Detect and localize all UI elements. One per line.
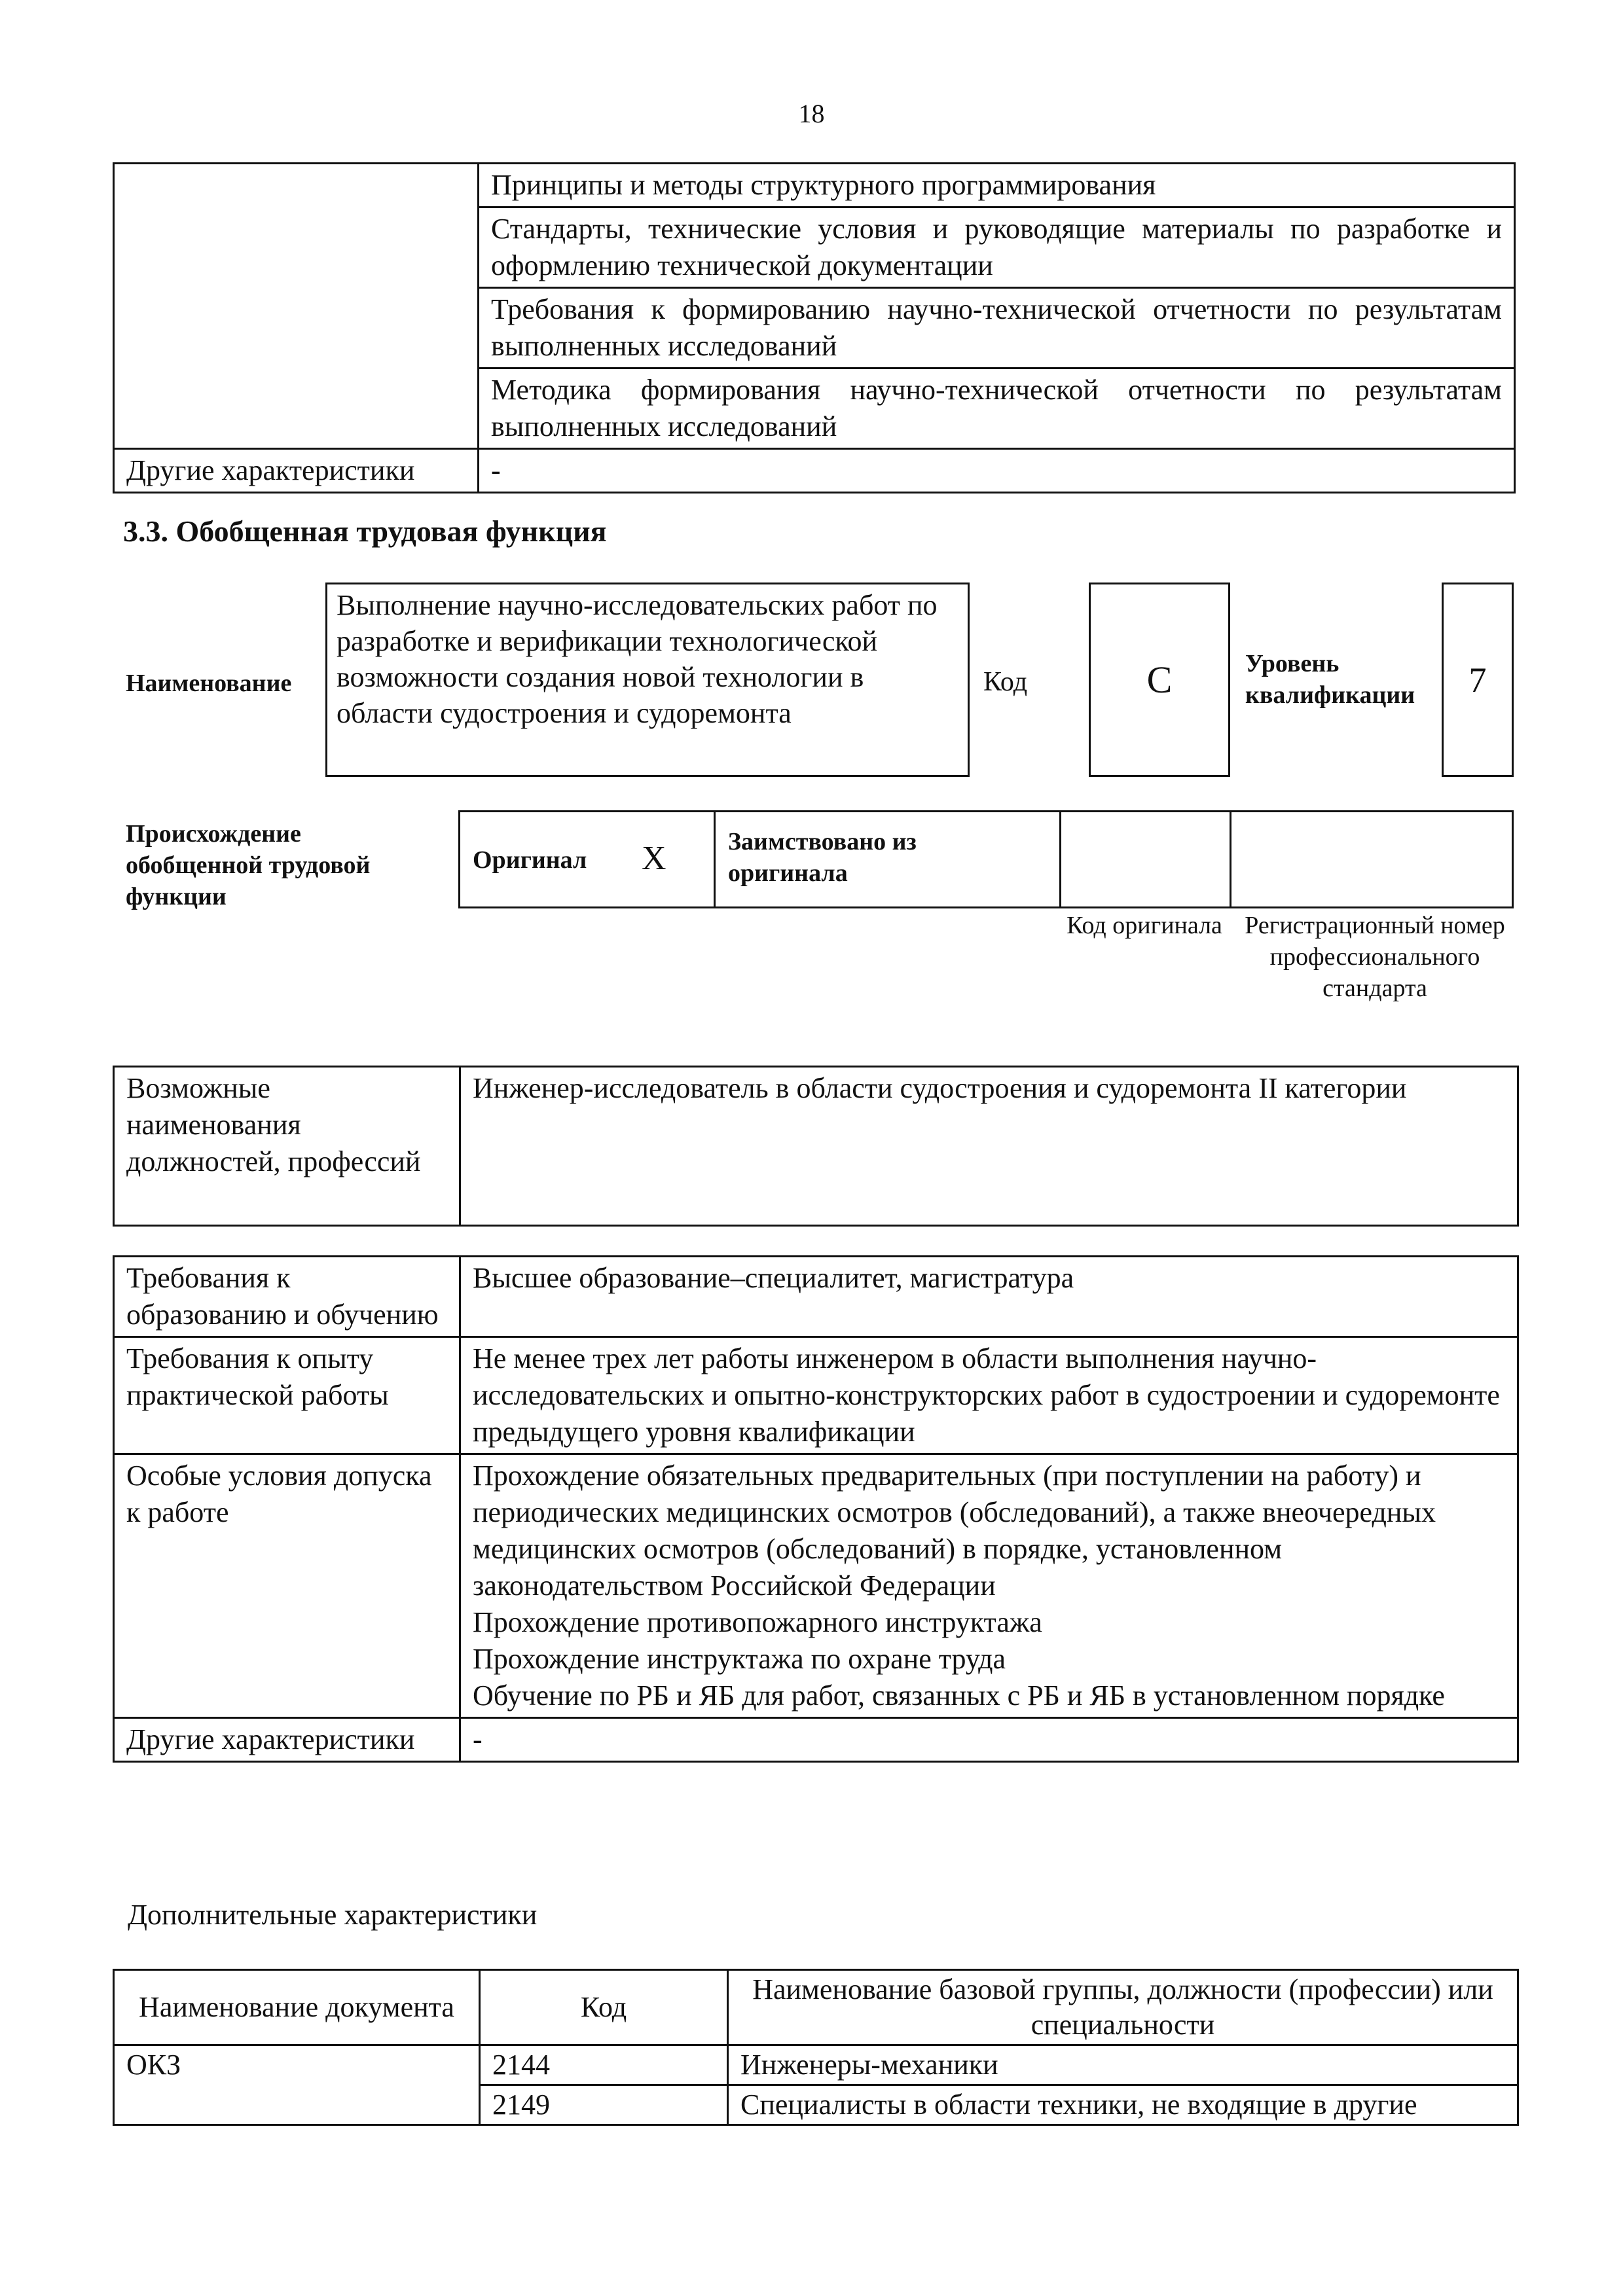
condition-item: Прохождение обязательных предварительных (при поступлении на работу) и периодических медицинских осмотров (обследований), а также внеочередных медицинских осмотров (обследований) в порядке, установленном законодательством Российской Федерации <box>473 1460 1436 1602</box>
code-label: Код <box>983 667 1028 697</box>
experience-requirements-value: Не менее трех лет работы инженером в области выполнения научно-исследовательских и опытно-конструкторских работ в судостроении и судоремонте предыдущего уровня квалификации <box>460 1337 1518 1454</box>
special-conditions-label: Особые условия допуска к работе <box>114 1454 460 1718</box>
document-name-cell: ОКЗ <box>114 2045 480 2125</box>
name-label: Наименование <box>126 670 292 697</box>
knowledge-item: Методика формирования научно-технической отчетности по результатам выполненных исследований <box>479 368 1515 449</box>
requirements-table <box>113 1255 1519 1763</box>
special-conditions-value <box>460 1454 1518 1718</box>
table-row <box>114 1257 1518 1337</box>
additional-characteristics-table <box>113 1969 1519 2126</box>
table-row <box>114 1337 1518 1454</box>
other-characteristics-value: - <box>479 449 1515 493</box>
positions-table <box>113 1066 1519 1227</box>
condition-item: Прохождение инструктажа по охране труда <box>473 1643 1006 1675</box>
knowledge-item: Принципы и методы структурного программирования <box>479 164 1515 207</box>
code-original-caption: Код оригинала <box>1067 912 1222 939</box>
function-name: Выполнение научно-исследовательских работ по разработке и верификации технологической возможности создания новой технологии в области судостроения и судоремонта <box>337 589 938 729</box>
knowledge-item: Требования к формированию научно-технической отчетности по результатам выполненных исследований <box>479 288 1515 368</box>
column-header: Наименование документа <box>114 1970 480 2045</box>
borrowed-label: Заимствовано из оригинала <box>728 828 917 887</box>
qualification-level-label: Уровень квалификации <box>1245 650 1415 709</box>
table-row <box>114 1067 1518 1226</box>
education-requirements-value: Высшее образование–специалитет, магистратура <box>460 1257 1518 1337</box>
other-characteristics-label: Другие характеристики <box>114 449 479 493</box>
condition-item: Обучение по РБ и ЯБ для работ, связанных с РБ и ЯБ в установленном порядке <box>473 1679 1445 1712</box>
qualification-level-value: 7 <box>1468 660 1487 700</box>
original-mark: X <box>642 840 666 877</box>
registration-number-caption: Регистрационный номер профессионального стандарта <box>1245 912 1505 1002</box>
table-row <box>114 1718 1518 1762</box>
condition-item: Прохождение противопожарного инструктажа <box>473 1606 1042 1638</box>
column-header: Наименование базовой группы, должности (профессии) или специальности <box>728 1970 1518 2045</box>
table-row <box>114 449 1515 493</box>
table-header-row <box>114 1970 1518 2045</box>
knowledge-item: Стандарты, технические условия и руководящие материалы по разработке и оформлению технической документации <box>479 207 1515 288</box>
divider <box>1059 810 1061 908</box>
other-characteristics-value: - <box>460 1718 1518 1762</box>
code-box <box>1089 583 1230 777</box>
origin-label: Происхождение обобщенной трудовой функции <box>126 820 371 910</box>
positions-value: Инженер-исследователь в области судостроения и судоремонта II категории <box>460 1067 1518 1226</box>
qualification-level-box <box>1442 583 1514 777</box>
table-row <box>114 1454 1518 1718</box>
code-cell: 2149 <box>480 2085 728 2125</box>
code-value: C <box>1146 658 1173 701</box>
group-name-cell: Специалисты в области техники, не входящие в другие <box>728 2085 1518 2125</box>
additional-characteristics-title: Дополнительные характеристики <box>128 1899 538 1931</box>
positions-label: Возможные наименования должностей, профессий <box>114 1067 460 1226</box>
code-cell: 2144 <box>480 2045 728 2085</box>
table-row <box>114 2045 1518 2085</box>
page-number: 18 <box>798 99 825 128</box>
other-characteristics-label: Другие характеристики <box>114 1718 460 1762</box>
original-label: Оригинал <box>473 846 587 874</box>
group-name-cell: Инженеры-механики <box>728 2045 1518 2085</box>
knowledge-table <box>113 162 1516 493</box>
section-title: 3.3. Обобщенная трудовая функция <box>123 514 607 548</box>
education-requirements-label: Требования к образованию и обучению <box>114 1257 460 1337</box>
column-header: Код <box>480 1970 728 2045</box>
empty-label-cell <box>114 164 479 449</box>
divider <box>714 810 716 908</box>
experience-requirements-label: Требования к опыту практической работы <box>114 1337 460 1454</box>
function-name-box <box>325 583 970 777</box>
table-row <box>114 164 1515 207</box>
divider <box>1230 810 1231 908</box>
